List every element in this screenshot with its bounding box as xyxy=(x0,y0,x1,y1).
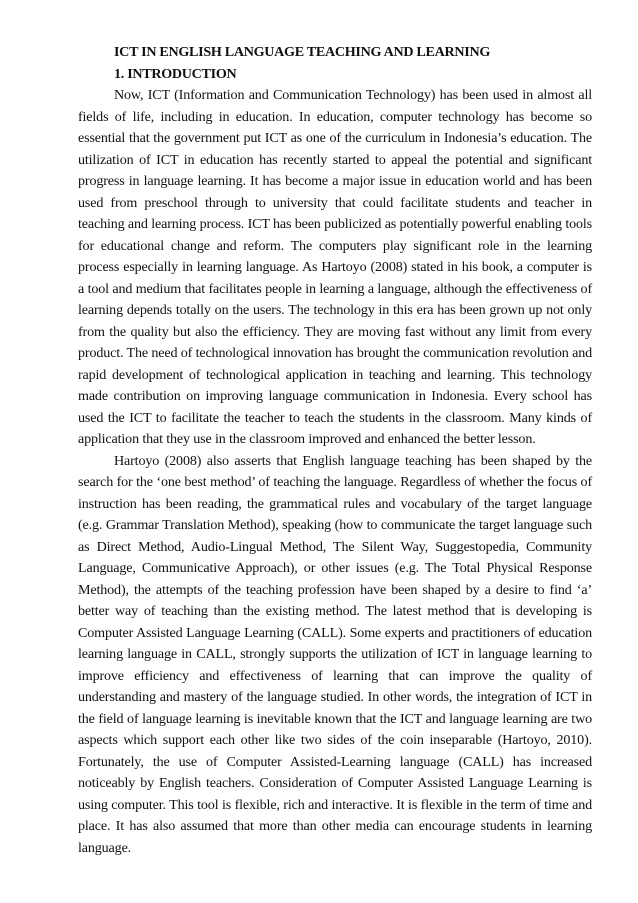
paragraph-introduction-2: Hartoyo (2008) also asserts that English language teaching has been shaped by the search for the ‘one best method’ of teaching the language. Regardless of whether the focus of instruction has been reading, the grammatical rules and vocabulary of the target language (e.g. Grammar Translation Method), speaking (how to communicate the target language such as Direct Method, Audio-Lingual Method, The Silent Way, Suggestopedia, Community Language, Communicative Approach), or other issues (e.g. The Total Physical Response Method), the attempts of the teaching profession have been shaped by a desire to find ‘a’ better way of teaching than the existing method. The latest method that is developing is Computer Assisted Language Learning (CALL). Some experts and practitioners of education learning language in CALL, strongly supports the utilization of ICT in language learning to improve efficiency and effectiveness of learning that can improve the quality of understanding and mastery of the language studied. In other words, the integration of ICT in the field of language learning is inevitable known that the ICT and language learning are two aspects which support each other like two sides of the coin inseparable (Hartoyo, 2010). Fortunately, the use of Computer Assisted-Learning language (CALL) has increased noticeably by English teachers. Consideration of Computer Assisted Language Learning is using computer. This tool is flexible, rich and interactive. It is flexible in the term of time and place. It has also assumed that more than other media can encourage students in learning language. xyxy=(78,452,592,856)
document-title: ICT IN ENGLISH LANGUAGE TEACHING AND LEARNING xyxy=(114,44,490,60)
paragraph-introduction-1: Now, ICT (Information and Communication Technology) has been used in almost all fields of life, including in education. In education, computer technology has become so essential that the government put ICT as one of the curriculum in Indonesia’s education. The utilization of ICT in education has recently started to appeal the potential and significant progress in language learning. It has become a major issue in education world and has been used from preschool through to university that could facilitate students and teacher in teaching and learning process. ICT has been publicized as potentially powerful enabling tools for educational change and reform. The computers play significant role in the learning process especially in learning language. As Hartoyo (2008) stated in his book, a computer is a tool and medium that facilitates people in learning a language, although the effectiveness of learning depends totally on the users. The technology in this era has been grown up not only from the quality but also the efficiency. They are moving fast without any limit from every product. The need of technological innovation has brought the communication revolution and rapid development of technological application in teaching and learning. This technology made contribution on improving language communication in Indonesia. Every school has used the ICT to facilitate the teacher to teach the students in the classroom. Many kinds of application that they use in the classroom improved and enhanced the better lesson. xyxy=(78,87,592,447)
document-body xyxy=(78,42,592,859)
section-heading: 1. INTRODUCTION xyxy=(114,65,237,82)
